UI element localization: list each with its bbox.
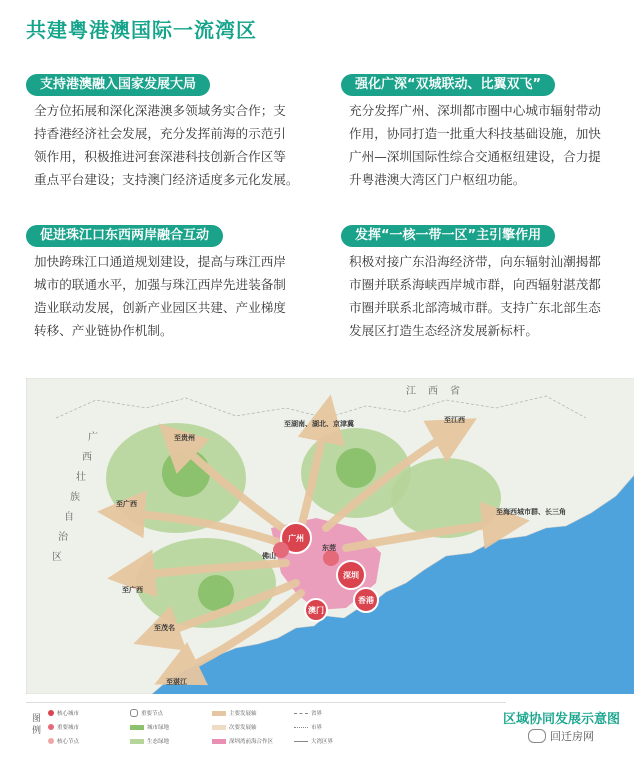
legend-item-important-city: 重要城市 <box>48 723 79 731</box>
wechat-icon <box>528 729 546 743</box>
label-to-guangxi-2: 至广西 <box>122 586 143 594</box>
province-guangxi-3: 壮 <box>76 472 86 483</box>
map-legend <box>26 702 506 759</box>
label-to-haixi: 至海西城市群、长三角 <box>496 508 566 516</box>
section-text-pearl-river: 加快跨珠江口通道规划建设，提高与珠江西岸 城市的联通水平，加强与珠江西岸先进装备制 造业联动发展，创新产业园区共建、产业梯度 转移、产业链协作机制。 <box>34 254 286 338</box>
legend-item-secondary-axis: 次要发展轴 <box>212 723 257 731</box>
city-guangzhou-label: 广州 <box>288 534 304 543</box>
city-foshan-label: 佛山 <box>262 552 276 560</box>
label-to-hunan: 至湖南、湖北、京津冀 <box>284 420 354 428</box>
province-jiangxi-2: 西 <box>428 386 438 397</box>
eco-core-north <box>336 448 376 488</box>
watermark: 回迁房网 <box>528 728 594 744</box>
legend-item-eco-green: 生态绿地 <box>130 737 169 745</box>
section-text-one-core: 积极对接广东沿海经济带，向东辐射汕潮揭都 市圈并联系海峡西岸城市群，向西辐射湛茂都 市圈并联系北部湾城市群。支持广东北部生态 发展区打造生态经济发展新标杆。 <box>349 254 601 338</box>
label-to-guangxi-1: 至广西 <box>116 500 137 508</box>
legend-item-city-border: 市界 <box>294 723 322 731</box>
legend-item-core-city: 核心城市 <box>48 709 79 717</box>
legend-item-bay-border: 大湾区界 <box>294 737 333 745</box>
province-guangxi-4: 族 <box>70 492 80 503</box>
legend-item-province-border: 省界 <box>294 709 322 717</box>
city-hongkong-label: 香港 <box>358 596 374 605</box>
section-text-hk-macau: 全方位拓展和深化深港澳多领域务实合作；支 持香港经济社会发展，充分发挥前海的示范引 领作用，积极推进河套深港科技创新合作区等 重点平台建设；支持澳门经济适度多元化发展。 <box>34 103 299 187</box>
city-macau-label: 澳门 <box>308 606 324 615</box>
legend-item-core-node: 核心节点 <box>48 737 79 745</box>
legend-item-urban-green: 城市绿地 <box>130 723 169 731</box>
label-to-guizhou: 至贵州 <box>174 434 195 442</box>
province-guangxi-5: 自 <box>64 512 74 523</box>
section-text-gz-sz: 充分发挥广州、深圳都市圈中心城市辐射带动 作用，协同打造一批重大科技基础设施，加快 广州—深圳国际性综合交通枢纽建设，合力提 升粤港澳大湾区门户枢纽功能。 <box>349 103 601 187</box>
legend-item-main-axis: 主要发展轴 <box>212 709 257 717</box>
section-heading-pearl-river: 促进珠江口东西两岸融合互动 <box>26 225 223 247</box>
province-guangxi-2: 西 <box>82 452 92 463</box>
page-title: 共建粤港澳国际一流湾区 <box>26 18 257 42</box>
label-to-zhanjiang: 至湛江 <box>166 678 187 686</box>
legend-item-important-node: 重要节点 <box>130 709 163 717</box>
section-heading-one-core: 发挥“一核一带一区”主引擎作用 <box>341 225 555 247</box>
city-shenzhen-label: 深圳 <box>343 571 359 580</box>
province-guangxi-6: 治 <box>58 532 68 543</box>
province-guangxi-1: 广 <box>88 432 98 443</box>
map-caption: 区域协同发展示意图 <box>503 712 621 727</box>
province-jiangxi-3: 省 <box>450 386 460 397</box>
regional-map <box>26 378 634 694</box>
city-dongguan-label: 东莞 <box>322 544 336 552</box>
legend-item-cooperation-zone: 深圳湾前海合作区 <box>212 737 273 745</box>
city-dongguan <box>323 550 339 566</box>
section-heading-hk-macau: 支持港澳融入国家发展大局 <box>26 74 210 96</box>
label-to-jiangxi: 至江西 <box>444 416 465 424</box>
province-guangxi-7: 区 <box>52 552 62 563</box>
province-jiangxi-1: 江 <box>406 386 416 397</box>
eco-core-west <box>162 449 210 497</box>
map-graphic <box>26 378 634 694</box>
label-to-maoming: 至茂名 <box>154 624 175 632</box>
legend-title: 图例 <box>32 714 42 736</box>
section-heading-gz-sz: 强化广深“双城联动、比翼双飞” <box>341 74 555 96</box>
